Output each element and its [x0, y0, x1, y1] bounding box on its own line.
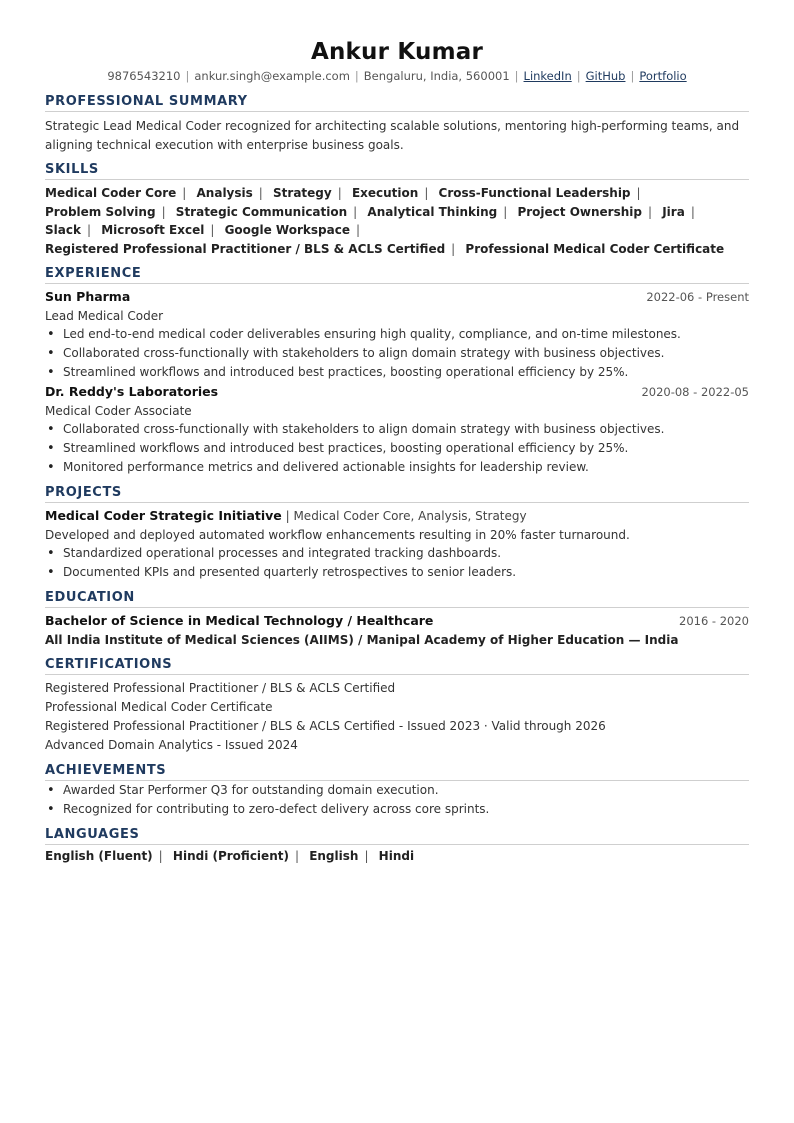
portfolio-link[interactable]: Portfolio	[639, 69, 687, 83]
separator: |	[514, 69, 519, 83]
linkedin-link[interactable]: LinkedIn	[523, 69, 572, 83]
email: ankur.singh@example.com	[194, 69, 350, 83]
list-item: • Led end-to-end medical coder deliverables ensuring high quality, compliance, and on-time milestones.	[63, 325, 749, 344]
skill-item: Microsoft Excel	[101, 223, 205, 237]
job-dates: 2022-06 - Present	[646, 290, 749, 304]
certifications-list	[45, 679, 749, 755]
language-item: Hindi	[378, 849, 415, 863]
section-title-achievements: ACHIEVEMENTS	[45, 763, 749, 781]
achievements-list	[45, 781, 749, 819]
experience-entry	[45, 288, 749, 382]
project-description: Developed and deployed automated workflow enhancements resulting in 20% faster turnaround.	[45, 527, 630, 542]
education-dates: 2016 - 2020	[679, 614, 749, 628]
skill-item: Strategic Communication	[175, 204, 348, 219]
section-title-projects: PROJECTS	[45, 485, 749, 503]
certification-item: Advanced Domain Analytics - Issued 2024	[45, 738, 298, 752]
skill-item: Strategy	[273, 186, 332, 200]
skill-item: Jira	[662, 204, 685, 219]
project-title: Medical Coder Strategic Initiative	[45, 508, 282, 523]
skill-item: Google Workspace	[224, 223, 350, 237]
skill-item: Professional Medical Coder Certificate	[465, 241, 725, 256]
list-item: • Collaborated cross-functionally with stakeholders to align domain strategy with business objectives.	[63, 344, 749, 363]
contact-line	[45, 68, 749, 84]
experience-bullets	[45, 420, 749, 477]
list-item: • Streamlined workflows and introduced best practices, boosting operational efficiency by 25%.	[63, 363, 749, 382]
skill-item: Problem Solving	[45, 204, 156, 219]
certification-item: Professional Medical Coder Certificate	[45, 700, 273, 714]
skill-item: Analysis	[196, 186, 253, 200]
skill-item: Medical Coder Core	[45, 186, 177, 200]
section-title-education: EDUCATION	[45, 590, 749, 608]
company-name: Dr. Reddy's Laboratories	[45, 384, 219, 399]
skill-item: Registered Professional Practitioner / BLS & ACLS Certified	[45, 241, 446, 256]
separator: |	[630, 69, 635, 83]
skill-item: Project Ownership	[517, 204, 642, 219]
experience-bullets	[45, 325, 749, 382]
language-item: English (Fluent)	[45, 849, 153, 863]
degree-name: Bachelor of Science in Medical Technology / Healthcare	[45, 613, 434, 628]
section-title-languages: LANGUAGES	[45, 827, 749, 845]
list-item: • Documented KPIs and presented quarterly retrospectives to senior leaders.	[63, 563, 749, 582]
location: Bengaluru, India, 560001	[363, 69, 510, 83]
project-entry	[45, 507, 749, 582]
language-item: Hindi (Proficient)	[172, 849, 289, 863]
skill-item: Analytical Thinking	[367, 204, 498, 219]
languages-list: English (Fluent) | Hindi (Proficient) | English | Hindi	[45, 849, 415, 863]
job-title: Lead Medical Coder	[45, 308, 164, 323]
list-item: • Collaborated cross-functionally with stakeholders to align domain strategy with business objectives.	[63, 420, 749, 439]
summary-text: Strategic Lead Medical Coder recognized for architecting scalable solutions, mentoring high-performing teams, and aligning technical execution with enterprise business goals.	[45, 119, 740, 152]
skill-item: Cross-Functional Leadership	[438, 186, 631, 200]
skill-item: Execution	[351, 186, 419, 200]
list-item: • Monitored performance metrics and delivered actionable insights for leadership review.	[63, 458, 749, 477]
phone: 9876543210	[107, 69, 181, 83]
candidate-name: Ankur Kumar	[310, 39, 484, 65]
project-tech: | Medical Coder Core, Analysis, Strategy	[281, 509, 527, 523]
job-dates: 2020-08 - 2022-05	[641, 385, 749, 399]
skill-item: Slack	[45, 223, 81, 237]
company-name: Sun Pharma	[45, 289, 131, 304]
separator: |	[185, 69, 190, 83]
project-bullets	[45, 544, 749, 582]
skills-list: Medical Coder Core | Analysis | Strategy | Execution | Cross-Functional Leadership | Problem Solving | Strategic Communication | Analytical Thinking | Project Ownership | Jira | Slack | Microsoft Excel | Google Workspace | Registered Professional Practitioner / BLS & ACLS Certified | Professional Medical Coder Certificate	[45, 186, 725, 256]
section-title-certifications: CERTIFICATIONS	[45, 657, 749, 675]
github-link[interactable]: GitHub	[585, 69, 626, 83]
job-title: Medical Coder Associate	[45, 403, 192, 418]
experience-entry	[45, 383, 749, 477]
list-item: • Recognized for contributing to zero-defect delivery across core sprints.	[63, 800, 749, 819]
list-item: • Streamlined workflows and introduced best practices, boosting operational efficiency by 25%.	[63, 439, 749, 458]
section-title-experience: EXPERIENCE	[45, 266, 749, 284]
separator: |	[354, 69, 359, 83]
education-entry	[45, 612, 749, 649]
section-title-summary: PROFESSIONAL SUMMARY	[45, 94, 749, 112]
separator: |	[576, 69, 581, 83]
certification-item: Registered Professional Practitioner / BLS & ACLS Certified	[45, 681, 396, 695]
list-item: • Standardized operational processes and integrated tracking dashboards.	[63, 544, 749, 563]
list-item: • Awarded Star Performer Q3 for outstanding domain execution.	[63, 781, 749, 800]
section-title-skills: SKILLS	[45, 162, 749, 180]
institution-name: All India Institute of Medical Sciences (AIIMS) / Manipal Academy of Higher Education — India	[45, 632, 679, 647]
language-item: English	[309, 849, 359, 863]
certification-item: Registered Professional Practitioner / BLS & ACLS Certified - Issued 2023 · Valid through 2026	[45, 719, 606, 733]
